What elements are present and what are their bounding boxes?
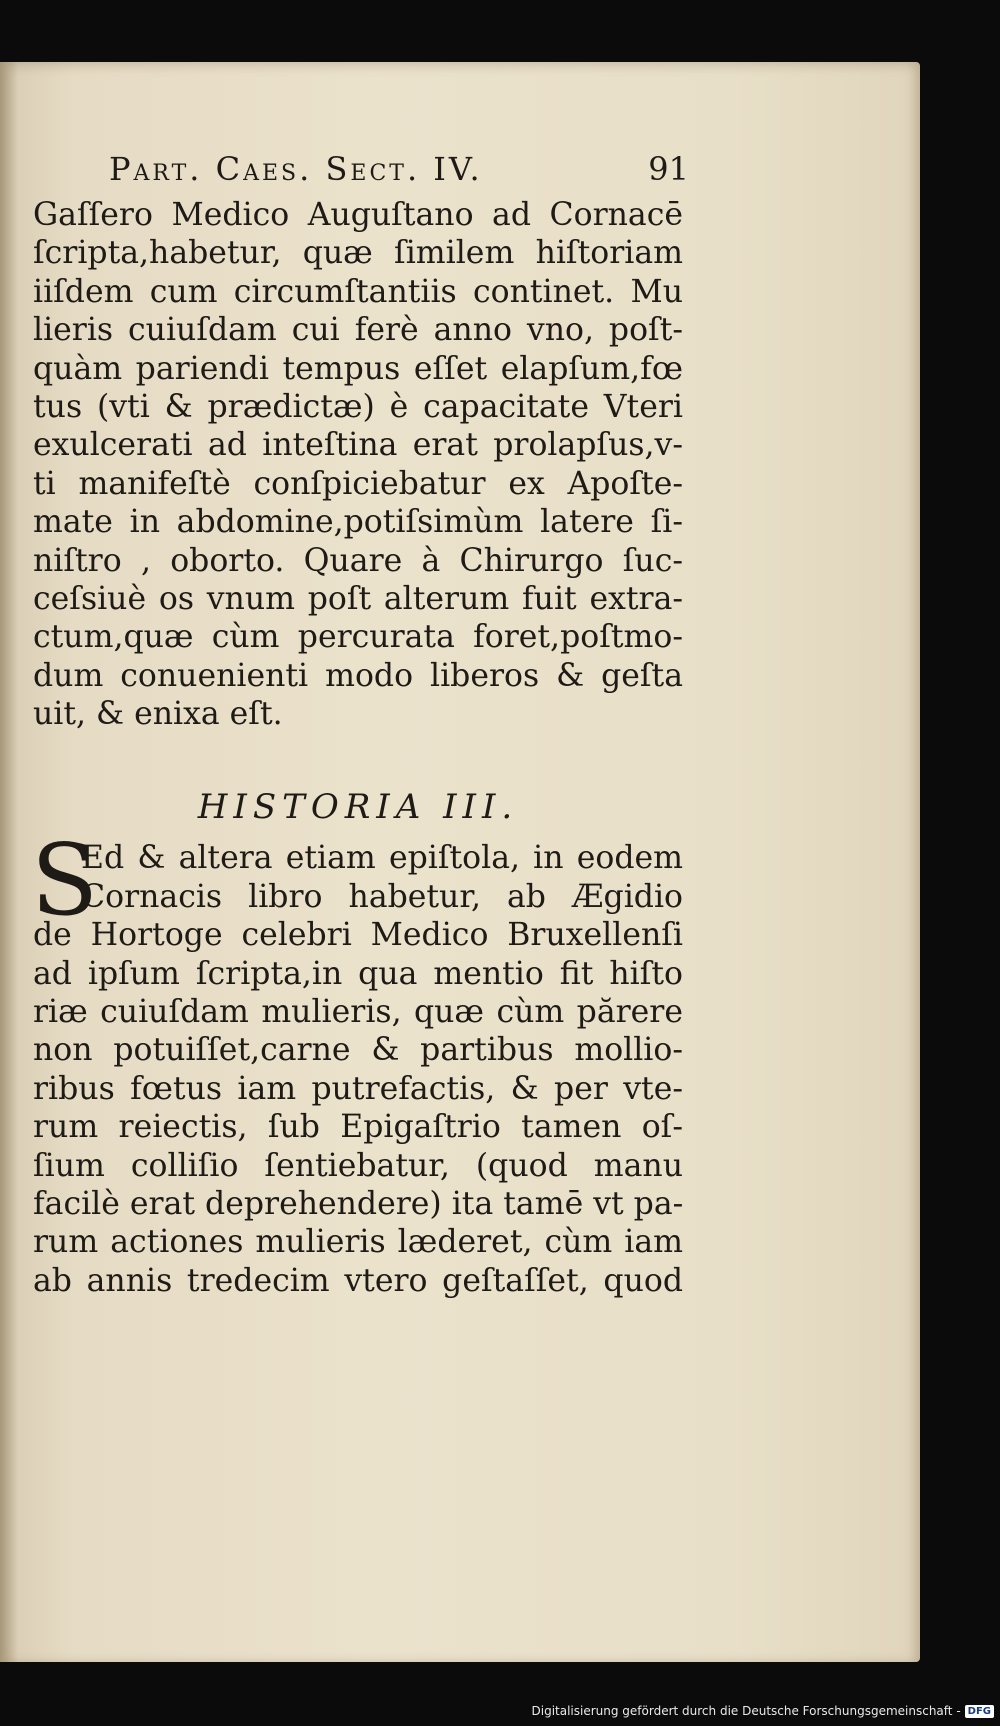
text-line: niſtro , oborto. Quare à Chirurgo ſuc- [33,542,683,579]
credit-text: Digitalisierung gefördert durch die Deutsche Forschungsgemeinschaft - [531,1704,961,1718]
page-number: 91 [648,150,689,188]
text-line: ti manifeſtè conſpiciebatur ex Apoſte- [33,465,683,502]
text-line: mate in abdomine,potiſsimùm latere ſi- [33,504,683,541]
section-heading: HISTORIA III. [197,787,519,828]
text-line: quàm pariendi tempus eſſet elapſum,fœ [33,350,683,387]
dfg-logo-icon: DFG [965,1705,994,1718]
text-line: ſcripta,habetur, quæ ſimilem hiſtoriam [33,235,683,272]
page-gutter-shadow [0,62,18,1662]
drop-capital: S [31,824,99,939]
text-line: ctum,quæ cùm percurata foret,poſtmo- [33,619,683,656]
text-line: iiſdem cum circumſtantiis continet. Mu [33,273,683,310]
text-line: Ed & altera etiam epiſtola, in eodem [81,840,683,877]
text-line: uit, & enixa eſt. [33,696,283,733]
text-line: dum conuenienti modo liberos & geſta [33,657,683,694]
text-line: rum reiectis, ſub Epigaſtrio tamen oſ- [33,1109,683,1146]
text-line: ſium colliſio ſentiebatur, (quod manu [33,1147,683,1184]
text-line: riæ cuiuſdam mulieris, quæ cùm părere [33,994,683,1031]
text-line: lieris cuiuſdam cui ferè anno vno, poſt- [33,312,683,349]
text-line: non potuiſſet,carne & partibus mollio- [33,1032,683,1069]
text-line: ab annis tredecim vtero geſtaſſet, quod [33,1262,683,1299]
paragraph-2 [31,824,683,1300]
text-line: ceſsiuè os vnum poſt alterum fuit extra- [33,580,683,617]
text-line: exulcerati ad inteſtina erat prolapſus,v- [33,427,683,464]
text-line: tus (vti & prædictæ) è capacitate Vteri [33,388,683,425]
paragraph-1 [33,196,683,733]
digitization-credit [532,1700,995,1722]
text-line: de Hortoge celebri Medico Bruxellenſi [33,917,683,954]
text-line: ad ipſum ſcripta,in qua mentio fit hiſto [33,955,683,992]
text-line: rum actiones mulieris læderet, cùm iam [33,1224,683,1261]
text-line: ribus fœtus iam putrefactis, & per vte- [33,1070,683,1107]
page-text-block [31,150,689,1300]
text-line: Gaſſero Medico Auguſtano ad Cornacē [33,197,683,233]
text-line: Cornacis libro habetur, ab Ægidio [81,878,683,915]
text-line: facilè erat deprehendere) ita tamē vt pa- [33,1185,683,1222]
running-head [109,150,689,196]
running-head-title: Part. Caes. Sect. IV. [109,150,483,188]
